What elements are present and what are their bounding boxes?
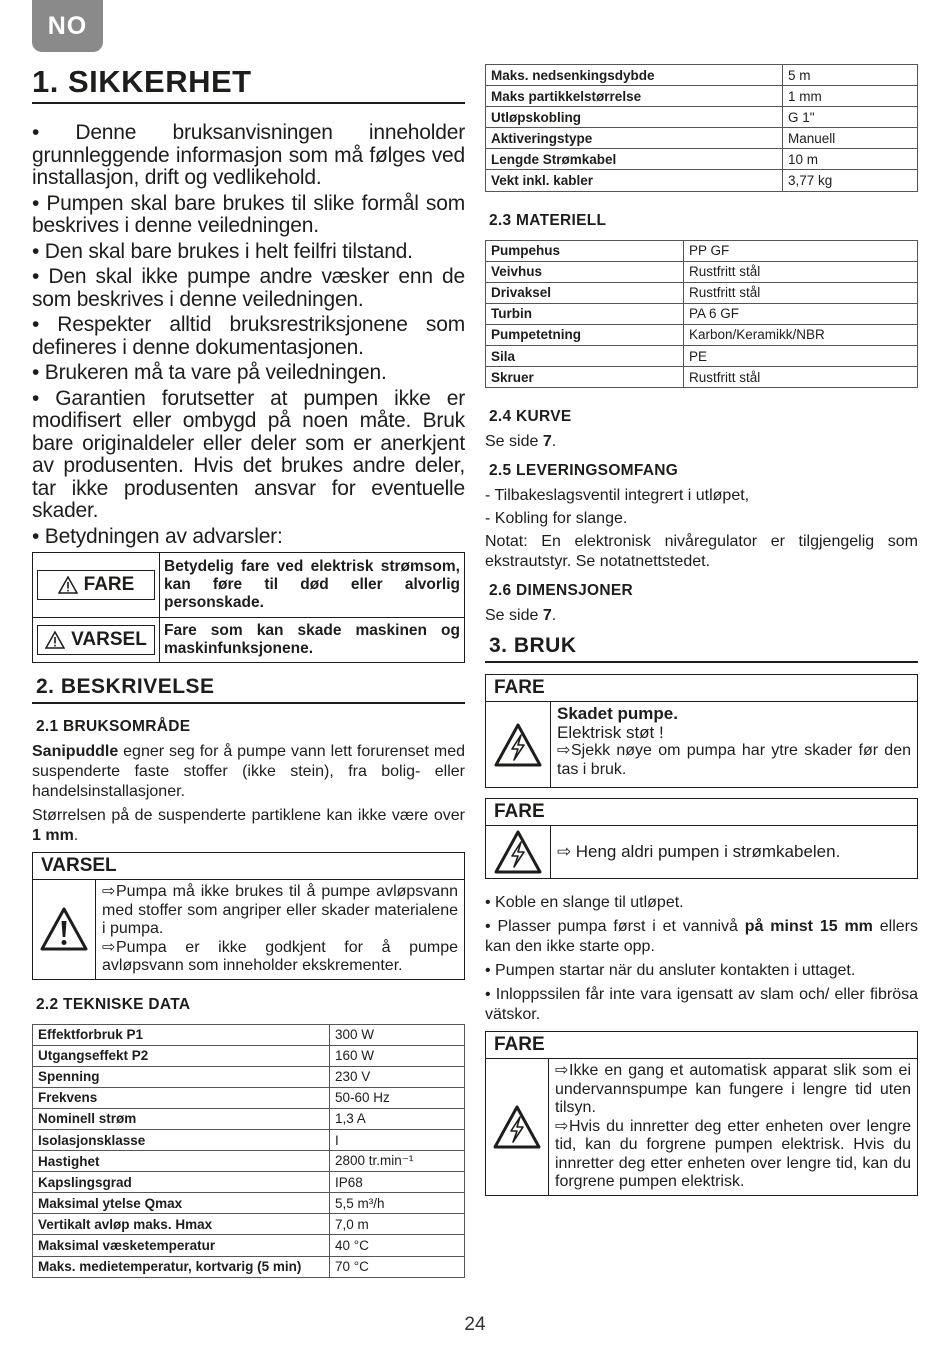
varsel-item	[102, 939, 458, 976]
safety-bullet: • Den skal bare brukes i helt feilfri tilstand.	[32, 239, 413, 263]
safety-bullet: • Den skal ikke pumpe andre væsker enn de som beskrives i denne veiledningen.	[32, 265, 465, 311]
material-label: Pumpetetning	[486, 324, 684, 345]
spec-label: Kapslingsgrad	[33, 1172, 330, 1193]
table-row	[486, 367, 918, 388]
arrow-right-icon: ⇨	[102, 938, 116, 956]
subsection-title-usage: 2.1 BRUKSOMRÅDE	[36, 718, 191, 735]
varsel-item	[102, 883, 458, 939]
dimensions-reference	[485, 606, 918, 626]
spec-value: Manuell	[783, 128, 918, 149]
varsel-label	[37, 625, 155, 655]
table-row	[33, 1193, 465, 1214]
table-row	[486, 107, 918, 128]
spec-label: Nominell strøm	[33, 1108, 330, 1129]
spec-value: 10 m	[783, 149, 918, 170]
table-row	[486, 170, 918, 191]
usage-paragraph	[32, 742, 465, 802]
material-value: Rustfritt stål	[684, 282, 918, 303]
spec-value: 2800 tr.min⁻¹	[330, 1151, 465, 1172]
curve-reference-end: .	[551, 433, 557, 451]
spec-label: Hastighet	[33, 1151, 330, 1172]
fare-icon-cell	[486, 702, 551, 787]
technical-data-table	[32, 1024, 465, 1278]
warning-legend-table	[32, 552, 465, 663]
spec-label: Vertikalt avløp maks. Hmax	[33, 1214, 330, 1235]
fare-label	[37, 570, 155, 600]
spec-label: Maksimal væsketemperatur	[33, 1235, 330, 1256]
technical-data-table-continued	[485, 64, 918, 192]
table-row	[486, 282, 918, 303]
table-row	[33, 1108, 465, 1129]
safety-bullets	[32, 122, 465, 548]
varsel-item-text: Pumpa er ikke godkjent for å pumpe avløpsvann som inneholder ekskrementer.	[102, 938, 458, 974]
spec-label: Aktiveringstype	[486, 128, 783, 149]
warning-triangle-icon	[58, 576, 78, 594]
material-value: PE	[684, 346, 918, 367]
fare-item-text: Hvis du innretter deg etter enheten over lengre tid, kan du forgrene pumpen elektrisk. Hvis du innretter deg etter enheten over lengre tid, kan du forgrene pumpen elektrisk.	[555, 1117, 911, 1191]
fare-item	[555, 1062, 911, 1118]
table-row	[486, 324, 918, 345]
use-bullet-text: • Plasser pumpa først i et vannivå	[485, 918, 745, 936]
varsel-label-text: VARSEL	[71, 629, 147, 650]
varsel-box-text	[96, 880, 464, 979]
table-row	[33, 1256, 465, 1277]
table-row	[33, 1129, 465, 1150]
spec-value: G 1"	[783, 107, 918, 128]
use-bullet-text: • Pumpen startar när du ansluter kontakten i uttaget.	[485, 962, 856, 980]
spec-label: Vekt inkl. kabler	[486, 170, 783, 191]
spec-label: Utgangseffekt P2	[33, 1045, 330, 1066]
fare-box-supervision	[485, 1031, 918, 1196]
delivery-line: - Tilbakeslagsventil integrert i utløpet,	[485, 487, 750, 505]
material-value: Karbon/Keramikk/NBR	[684, 324, 918, 345]
electric-hazard-icon	[493, 722, 543, 768]
table-row	[33, 1045, 465, 1066]
table-row	[33, 1172, 465, 1193]
particle-size-paragraph	[32, 806, 465, 846]
varsel-icon-cell	[33, 880, 96, 979]
material-label: Veivhus	[486, 261, 684, 282]
use-bullet	[485, 961, 918, 981]
arrow-right-icon: ⇨	[102, 883, 116, 900]
page-number: 24	[464, 1314, 486, 1335]
varsel-box-header: VARSEL	[33, 853, 464, 880]
use-bullet-text: • Inloppssilen får inte vara igensatt av slam och/ eller fibrösa vätskor.	[485, 986, 918, 1024]
curve-reference	[485, 432, 918, 452]
subsection-title-materials: 2.3 MATERIELL	[489, 211, 607, 229]
spec-value: 70 °C	[330, 1256, 465, 1277]
spec-value: 230 V	[330, 1066, 465, 1087]
spec-value: 160 W	[330, 1045, 465, 1066]
spec-value: 50-60 Hz	[330, 1087, 465, 1108]
use-bullet-text: • Koble en slange til utløpet.	[485, 894, 684, 912]
table-row	[486, 86, 918, 107]
dimensions-page-number: 7	[542, 607, 552, 625]
warning-triangle-icon	[39, 906, 89, 952]
warning-triangle-icon	[45, 631, 65, 649]
spec-label: Lengde Strømkabel	[486, 149, 783, 170]
fare-box-power-cable	[485, 798, 918, 879]
fare-item	[557, 742, 911, 779]
arrow-right-icon: ⇨	[557, 841, 572, 861]
spec-value: 40 °C	[330, 1235, 465, 1256]
use-bullet	[485, 917, 918, 957]
table-row	[33, 1214, 465, 1235]
particle-text-end: .	[73, 827, 79, 844]
curve-reference-text: Se side	[485, 433, 543, 451]
material-label: Turbin	[486, 303, 684, 324]
fare-item-text: Sjekk nøye om pumpa har ytre skader før den tas i bruk.	[557, 742, 911, 778]
subsection-title-dimensions: 2.6 DIMENSJONER	[489, 582, 634, 600]
table-row	[33, 1066, 465, 1087]
material-value: PP GF	[684, 240, 918, 261]
spec-value: 5 m	[783, 65, 918, 86]
delivery-line: - Kobling for slange.	[485, 510, 628, 528]
fare-box-header: FARE	[486, 799, 917, 826]
subsection-title-curve: 2.4 KURVE	[489, 408, 572, 426]
fare-item-text: Ikke en gang et automatisk apparat slik som ei undervannspumpe kan fungere i lengre tid uten tilsyn.	[555, 1062, 911, 1117]
product-name: Sanipuddle	[32, 743, 119, 760]
safety-bullet: • Betydningen av advarsler:	[32, 524, 283, 548]
fare-box-header: FARE	[486, 1032, 917, 1059]
right-column	[485, 64, 918, 1196]
spec-label: Spenning	[33, 1066, 330, 1087]
spec-label: Effektforbruk P1	[33, 1024, 330, 1045]
table-row	[33, 1087, 465, 1108]
subsection-title-technical-data: 2.2 TEKNISKE DATA	[36, 995, 191, 1013]
spec-value: IP68	[330, 1172, 465, 1193]
use-bullet	[485, 985, 918, 1025]
use-bullet-end: ellers kan den ikke starte opp.	[485, 918, 918, 956]
usage-text: egner seg for å pumpe vann lett forurenset med suspenderte faste stoffer (ikke stein), fra bolig- eller handelsinstallasjoner.	[32, 743, 465, 800]
use-bullets	[485, 893, 918, 1025]
spec-label: Maks. medietemperatur, kortvarig (5 min)	[33, 1256, 330, 1277]
table-row	[33, 1151, 465, 1172]
arrow-right-icon: ⇨	[555, 1117, 569, 1135]
particle-size-value: 1 mm	[32, 827, 74, 844]
arrow-right-icon: ⇨	[555, 1062, 569, 1080]
spec-label: Maks partikkelstørrelse	[486, 86, 783, 107]
table-row	[486, 65, 918, 86]
table-row	[486, 149, 918, 170]
varsel-item-text: Pumpa må ikke brukes til å pumpe avløpsvann med stoffer som angriper eller skader materialene i pumpa.	[102, 883, 458, 937]
section-title-description: 2. BESKRIVELSE	[32, 675, 465, 704]
fare-description: Betydelig fare ved elektrisk strømsom, kan føre til død eller alvorlig personskade.	[160, 553, 465, 618]
fare-box-text	[549, 1059, 917, 1195]
fare-item-text: Heng aldri pumpen i strømkabelen.	[575, 841, 841, 861]
spec-label: Maks. nedsenkingsdybde	[486, 65, 783, 86]
spec-label: Maksimal ytelse Qmax	[33, 1193, 330, 1214]
table-row	[486, 346, 918, 367]
safety-bullet: • Denne bruksanvisningen inneholder grunnleggende informasjon som må følges ved installasjon, drift og vedlikehold.	[32, 121, 465, 189]
spec-value: 3,77 kg	[783, 170, 918, 191]
material-label: Skruer	[486, 367, 684, 388]
use-bullet-bold: på minst 15 mm	[744, 918, 873, 936]
dimensions-reference-text: Se side	[485, 607, 543, 625]
spec-label: Utløpskobling	[486, 107, 783, 128]
table-row	[486, 303, 918, 324]
safety-bullet: • Pumpen skal bare brukes til slike formål som beskrives i denne veiledningen.	[32, 191, 465, 237]
particle-text: Størrelsen på de suspenderte partiklene kan ikke være over	[32, 807, 465, 824]
material-value: Rustfritt stål	[684, 261, 918, 282]
material-value: PA 6 GF	[684, 303, 918, 324]
section-title-use: 3. BRUK	[485, 634, 918, 663]
spec-value: 300 W	[330, 1024, 465, 1045]
varsel-description: Fare som kan skade maskinen og maskinfunksjonene.	[160, 618, 465, 663]
spec-value: I	[330, 1129, 465, 1150]
table-row	[486, 128, 918, 149]
subsection-title-delivery: 2.5 LEVERINGSOMFANG	[489, 462, 679, 480]
fare-box-header: FARE	[486, 675, 917, 702]
fare-box-text	[551, 702, 917, 787]
material-value: Rustfritt stål	[684, 367, 918, 388]
fare-box-text	[551, 826, 917, 878]
material-label: Drivaksel	[486, 282, 684, 303]
curve-page-number: 7	[542, 433, 552, 451]
fare-title: Skadet pumpe.	[557, 704, 678, 724]
delivery-note: Notat: En elektronisk nivåregulator er tilgjengelig som ekstrautstyr. Se notatnettstedet.	[485, 533, 918, 571]
fare-icon-cell	[486, 826, 551, 878]
spec-label: Isolasjonsklasse	[33, 1129, 330, 1150]
varsel-box	[32, 852, 465, 980]
safety-bullet: • Brukeren må ta vare på veiledningen.	[32, 361, 387, 384]
table-row	[33, 1235, 465, 1256]
spec-value: 7,0 m	[330, 1214, 465, 1235]
fare-label-text: FARE	[83, 574, 135, 595]
fare-subtitle: Elektrisk støt !	[557, 722, 664, 742]
language-badge: NO	[32, 0, 103, 52]
spec-value: 5,5 m³/h	[330, 1193, 465, 1214]
material-label: Pumpehus	[486, 240, 684, 261]
section-title-safety: 1. SIKKERHET	[32, 64, 465, 104]
fare-icon-cell	[486, 1059, 549, 1195]
fare-box-damaged-pump	[485, 674, 918, 788]
electric-hazard-icon	[493, 829, 543, 875]
table-row	[33, 1024, 465, 1045]
materials-table	[485, 240, 918, 389]
material-label: Sila	[486, 346, 684, 367]
use-bullet	[485, 893, 918, 913]
spec-value: 1 mm	[783, 86, 918, 107]
table-row	[486, 240, 918, 261]
left-column	[32, 58, 465, 1278]
spec-label: Frekvens	[33, 1087, 330, 1108]
arrow-right-icon: ⇨	[557, 742, 571, 760]
spec-value: 1,3 A	[330, 1108, 465, 1129]
table-row	[486, 261, 918, 282]
safety-bullet: • Respekter alltid bruksrestriksjonene som defineres i denne dokumentasjonen.	[32, 313, 465, 359]
fare-item	[555, 1118, 911, 1192]
electric-hazard-icon	[492, 1104, 542, 1150]
dimensions-reference-end: .	[551, 607, 557, 625]
safety-bullet: • Garantien forutsetter at pumpen ikke er modifisert eller ombygd på noen måte. Bruk bare originaldeler eller deler som er anerkjent av produsenten. Hvis det brukes andre deler, tar ikke produsenten ansvar for eventuelle skader.	[32, 386, 465, 522]
